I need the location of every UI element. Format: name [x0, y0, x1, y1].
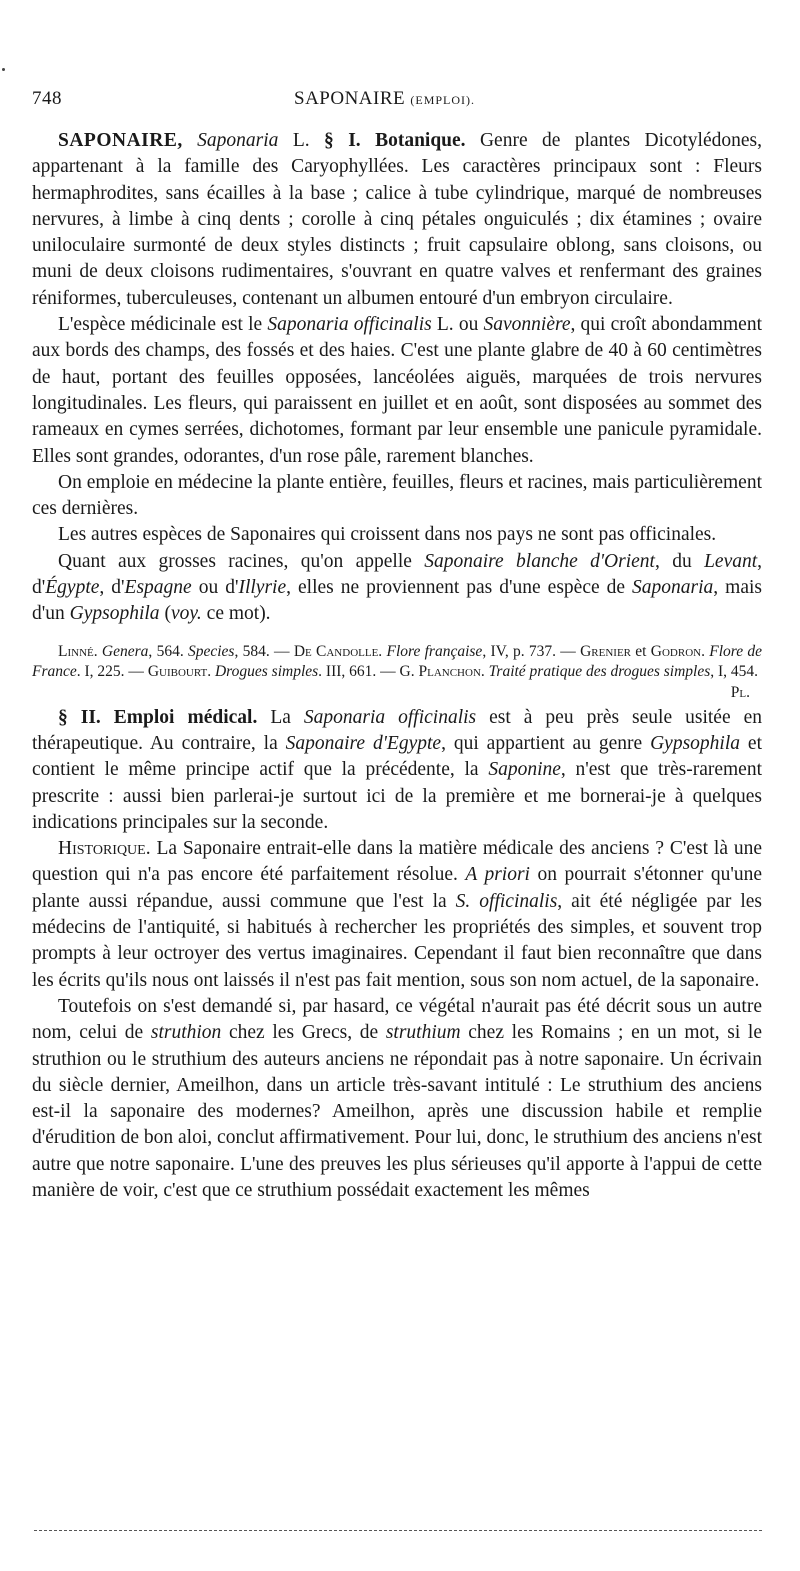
- paragraph-emploi: On emploie en médecine la plante entière, feuilles, fleurs et racines, mais particulièrement ces dernières.: [32, 471, 762, 520]
- ref-text: et: [631, 642, 651, 660]
- ref-title: Traité pratique des drogues simples: [484, 663, 711, 681]
- paragraph-toutefois: [32, 994, 762, 1204]
- text-run: Quant aux grosses racines, qu'on appelle: [58, 550, 425, 572]
- text-run: , qui croît abondamment aux bords des champs, des fossés et des haies. C'est une plante glabre de 40 à 60 centimètres de haut, portant des feuilles opposées, lancéolées aiguës, marquées de trois nervures longitudinales. Les fleurs, qui paraissent en juillet et en août, sont disposées au sommet des rameaux en cymes serrées, dichotomes, formant par leur ensemble une panicule pyramidale. Elles sont grandes, odorantes, d'un rose pâle, rarement blanches.: [32, 314, 762, 467]
- italic-run: Gypsophila: [69, 603, 160, 625]
- running-title-main: SAPONAIRE: [294, 88, 406, 109]
- text-run: , n'est que très-rarement prescrite : aussi bien parlerai-je surtout ici de la première et me bornerai-je à quelques indications principales sur la seconde.: [32, 759, 762, 833]
- paragraph-emploi-medical: [32, 705, 762, 836]
- author-signature: Pl.: [730, 683, 750, 701]
- botanique-text: Genre de plantes Dicotylédones, appartenant à la famille des Caryophyllées. Les caractères principaux sont : Fleurs hermaphrodites, sans écailles à la base ; calice à tube cylindrique, marqué de nombreuses nervures, à limbe à cinq dents ; corolle à cinq pétales onguiculés ; dix étamines ; ovaire uniloculaire surmonté de deux styles distincts ; fruit capsulaire oblong, sans cloisons, ou muni de deux cloisons rudimentaires, s'ouvrant en quatre valves et renfermant des graines réniformes, tuberculeuses, contenant un albumen entouré d'un embryon circulaire.: [32, 130, 762, 309]
- text-run: , du: [654, 550, 705, 572]
- running-title: [294, 88, 475, 110]
- paragraph-historique: [32, 836, 762, 994]
- ref-text: , I, 454.: [710, 663, 759, 681]
- text-run: chez les Romains ; en un mot, si le struthion ou le struthium des auteurs anciens ne répondait pas à notre saponaire. Un écrivain du siècle dernier, Ameilhon, dans un article très-savant intitulé : Le struthium des anciens est-il la saponaire des modernes? Ameilhon, après une discussion habile et remplie d'érudition de bon aloi, conclut affirmativement. Pour lui, donc, le struthium des anciens n'est autre que notre saponaire. L'une des preuves les plus sérieuses qu'il apporte à l'appui de cette manière de voir, c'est que ce struthium possédait exactement les mêmes: [32, 1022, 762, 1201]
- text-run: est à peu près seule usitée en thérapeutique. Au contraire, la: [32, 706, 762, 754]
- ref-title: Flore de France: [32, 642, 763, 681]
- paragraph-grosses-racines: [32, 549, 762, 628]
- paragraph-autres-especes: Les autres espèces de Saponaires qui croissent dans nos pays ne sont pas officinales.: [58, 524, 717, 546]
- italic-run: Espagne: [124, 577, 192, 599]
- page-body: [32, 128, 762, 1204]
- italic-run: Gypsophila: [650, 732, 741, 754]
- italic-run: Saponaria officinalis: [267, 314, 432, 336]
- section-heading-emploi-medical: § II. Emploi médical.: [58, 706, 258, 728]
- italic-run: Levant: [704, 550, 758, 572]
- text-run: , d': [99, 577, 125, 599]
- headword: SAPONAIRE,: [58, 130, 183, 151]
- ref-title: Species: [187, 642, 235, 660]
- italic-run: A priori: [465, 864, 530, 886]
- paragraph-espece: [32, 312, 762, 470]
- text-run: et contient le même principe actif que la précédente, la: [32, 732, 763, 781]
- speck-mark: [2, 68, 5, 71]
- text-run: , d': [32, 550, 763, 599]
- italic-run: Saponaria: [632, 577, 714, 599]
- ref-author: De Candolle.: [293, 642, 383, 660]
- text-run: L. ou: [431, 314, 484, 336]
- text-run: , elles ne proviennent pas d'une espèce de: [286, 577, 633, 599]
- italic-run: Saponine: [488, 759, 561, 781]
- page-bottom-rule: [34, 1530, 762, 1532]
- italic-run: Saponaria officinalis: [303, 706, 477, 728]
- text-run: (: [159, 603, 171, 625]
- text-run: L'espèce médicinale est le: [58, 314, 268, 336]
- ref-title: Genera: [97, 642, 149, 660]
- bibliographic-references: [32, 642, 763, 701]
- ref-author: Guibourt.: [147, 663, 212, 681]
- text-run: , mais d'un: [32, 577, 762, 625]
- ref-text: , 564.: [148, 642, 188, 660]
- text-run: Toutefois on s'est demandé si, par hasard, ce végétal n'aurait pas été décrit sous un autre nom, celui de: [32, 995, 762, 1044]
- text-run: , qui appartient au genre: [441, 732, 651, 754]
- italic-run: Saponaire blanche d'Orient: [424, 550, 655, 572]
- italic-run: voy.: [170, 603, 202, 625]
- ref-title: Flore française: [382, 642, 483, 660]
- ref-author: Linné.: [58, 642, 98, 660]
- text-run: La Saponaire entrait-elle dans la matière médicale des anciens ? C'est là une question qui n'a pas encore été parfaitement résolue.: [32, 838, 762, 886]
- ref-text: , IV, p. 737. —: [482, 642, 581, 660]
- paragraph-botanique: [32, 128, 762, 312]
- headword-latin: Saponaria: [197, 130, 279, 151]
- text-run: La: [257, 706, 304, 728]
- italic-run: Égypte: [45, 577, 100, 599]
- ref-author: Godron.: [650, 642, 705, 660]
- italic-run: Savonnière: [483, 314, 571, 336]
- text-run: , ait été négligée par les médecins de l'antiquité, si habitués à rechercher les propriétés des simples, et souvent trop prompts à leur octroyer des vertus imaginaires. Cependant il faut bien reconnaître que dans les écrits qu'ils nous ont laissés il n'est pas fait mention, sous son nom actuel, de la saponaire.: [32, 890, 762, 991]
- ref-author: Grenier: [580, 642, 632, 660]
- author-abbrev: L.: [278, 130, 325, 151]
- ref-text: . III, 661. —: [318, 663, 400, 681]
- text-run: chez les Grecs, de: [221, 1022, 386, 1044]
- text-run: ce mot).: [201, 603, 271, 625]
- page-number: 748: [32, 88, 62, 109]
- running-title-note: (EMPLOI).: [410, 93, 476, 107]
- text-run: ou d': [191, 577, 239, 599]
- italic-run: struthion: [150, 1022, 222, 1044]
- italic-run: Illyrie: [238, 577, 287, 599]
- ref-text: . I, 225. —: [76, 663, 148, 681]
- section-heading-botanique: § I. Botanique.: [324, 130, 466, 151]
- italic-run: S. officinalis: [455, 890, 558, 912]
- ref-author: G. Planchon.: [399, 663, 485, 681]
- text-run: on pourrait s'étonner qu'une plante aussi répandue, aussi commune que l'est la: [32, 864, 762, 912]
- italic-run: Saponaire d'Egypte: [285, 732, 442, 754]
- ref-text: , 584. —: [234, 642, 294, 660]
- historique-label: Historique.: [58, 838, 151, 860]
- ref-title: Drogues simples: [211, 663, 319, 681]
- italic-run: struthium: [385, 1022, 461, 1044]
